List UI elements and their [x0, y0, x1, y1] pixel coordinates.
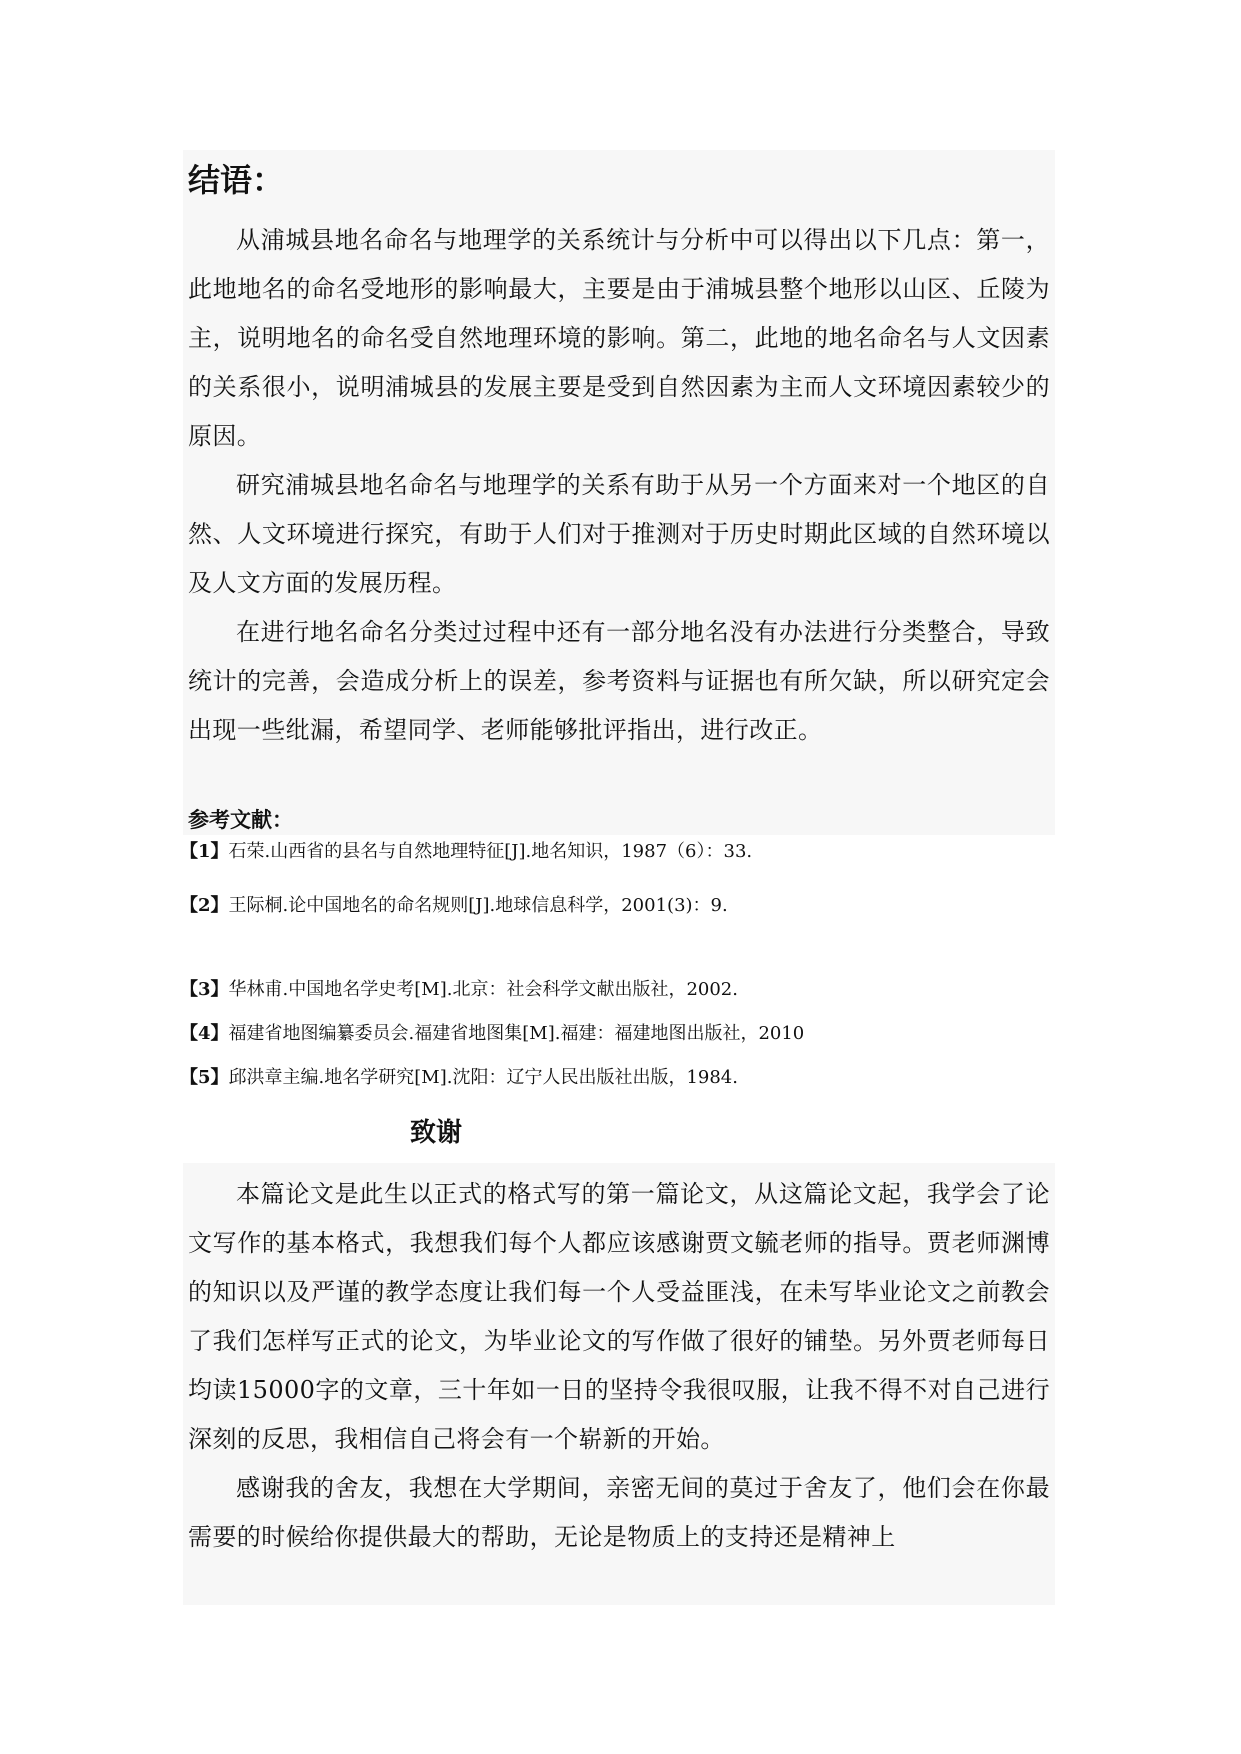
reference-text: 石荣.山西省的县名与自然地理特征[J].地名知识，1987（6）：33.: [228, 841, 753, 862]
references-heading: 参考文献：: [188, 808, 293, 832]
reference-number: 【2】: [180, 895, 229, 916]
reference-text: 邱洪章主编.地名学研究[M].沈阳：辽宁人民出版社出版，1984.: [228, 1067, 738, 1088]
reference-item: [180, 1066, 738, 1090]
reference-text: 华林甫.中国地名学史考[M].北京：社会科学文献出版社，2002.: [228, 979, 738, 1000]
reference-item: [180, 894, 728, 918]
conclusion-paragraph: 在进行地名命名分类过过程中还有一部分地名没有办法进行分类整合，导致统计的完善，会造成分析上的误差，参考资料与证据也有所欠缺，所以研究定会出现一些纰漏，希望同学、老师能够批评指出，进行改正。: [188, 618, 1050, 744]
reference-item: [180, 840, 752, 864]
acknowledgements-paragraph: 感谢我的舍友，我想在大学期间，亲密无间的莫过于舍友了，他们会在你最需要的时候给你提供最大的帮助，无论是物质上的支持还是精神上: [188, 1474, 1050, 1551]
reference-number: 【3】: [180, 979, 229, 1000]
conclusion-paragraph: 研究浦城县地名命名与地理学的关系有助于从另一个方面来对一个地区的自然、人文环境进行探究，有助于人们对于推测对于历史时期此区域的自然环境以及人文方面的发展历程。: [188, 471, 1050, 597]
acknowledgements-paragraph: 本篇论文是此生以正式的格式写的第一篇论文，从这篇论文起，我学会了论文写作的基本格式，我想我们每个人都应该感谢贾文毓老师的指导。贾老师渊博的知识以及严谨的教学态度让我们每一个人受益匪浅，在未写毕业论文之前教会了我们怎样写正式的论文，为毕业论文的写作做了很好的铺垫。另外贾老师每日均读15000字的文章，三十年如一日的坚持令我很叹服，让我不得不对自己进行深刻的反思，我相信自己将会有一个崭新的开始。: [188, 1180, 1050, 1453]
reference-text: 王际桐.论中国地名的命名规则[J].地球信息科学，2001(3)：9.: [228, 895, 728, 916]
reference-item: [180, 978, 738, 1002]
reference-number: 【4】: [180, 1023, 229, 1044]
conclusion-body: [188, 216, 1050, 755]
reference-text: 福建省地图编纂委员会.福建省地图集[M].福建：福建地图出版社，2010: [228, 1023, 805, 1044]
reference-number: 【5】: [180, 1067, 229, 1088]
acknowledgements-heading: 致谢: [410, 1118, 463, 1148]
conclusion-heading: 结语：: [188, 161, 285, 199]
acknowledgements-body: [188, 1170, 1050, 1562]
conclusion-paragraph: 从浦城县地名命名与地理学的关系统计与分析中可以得出以下几点：第一，此地地名的命名受地形的影响最大，主要是由于浦城县整个地形以山区、丘陵为主，说明地名的命名受自然地理环境的影响。第二，此地的地名命名与人文因素的关系很小，说明浦城县的发展主要是受到自然因素为主而人文环境因素较少的原因。: [188, 226, 1050, 450]
reference-item: [180, 1022, 804, 1046]
reference-number: 【1】: [180, 841, 229, 862]
